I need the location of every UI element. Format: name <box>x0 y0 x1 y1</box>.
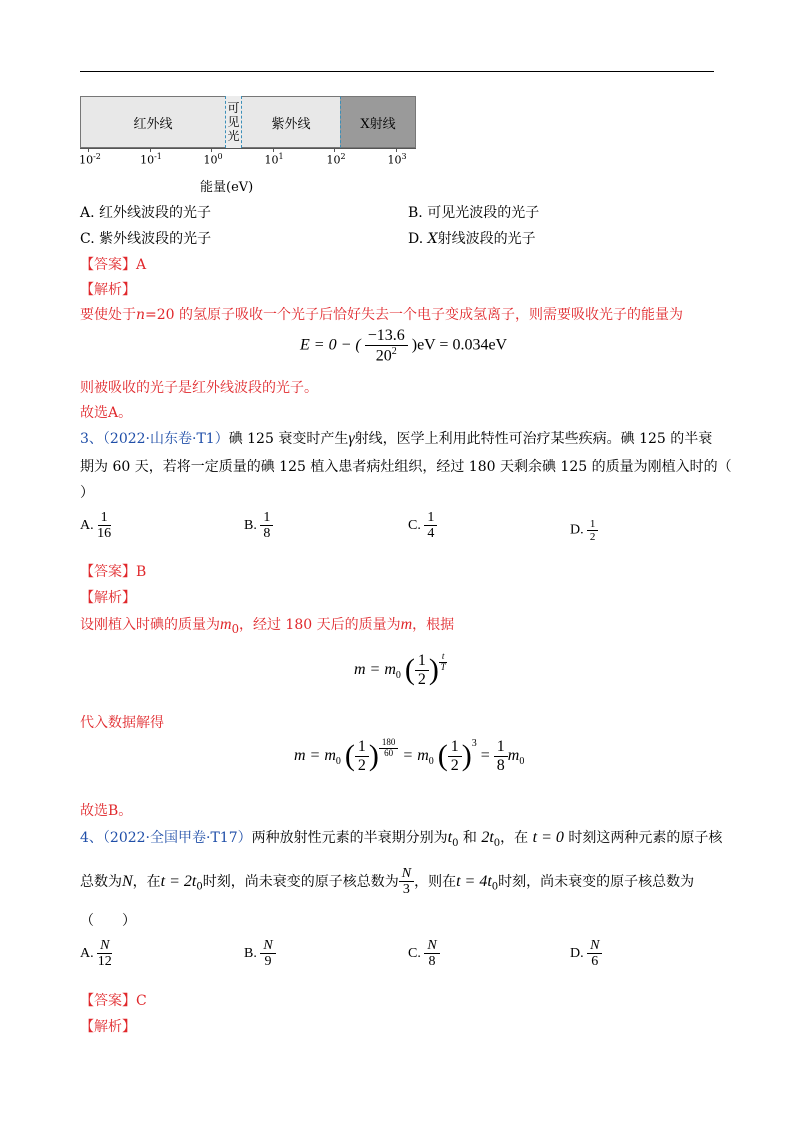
q3-option-b: B. $\frac{1}{8}$ <box>244 510 273 542</box>
band-visible <box>225 96 242 148</box>
q2-analysis-heading: 【解析】 <box>80 282 136 298</box>
axis-tick-label: $10^0$ <box>203 152 223 167</box>
q2-conclusion: 则被吸收的光子是红外线波段的光子。 <box>80 380 318 396</box>
axis-tick-label: $10^{-2}$ <box>79 152 101 167</box>
band-infrared <box>80 96 225 148</box>
q2-solution-text: 要使处于n=20 的氢原子吸收一个光子后恰好失去一个电子变成氢离子，则需要吸收光子的能量为 <box>80 307 684 323</box>
q2-answer: 【答案】A <box>80 257 147 273</box>
q3-line-1: 3、（2022·山东卷·T1）碘 125 衰变时产生γ射线，医学上利用此特性可治疗某些疾病。碘 125 的半衰 <box>80 430 713 447</box>
q2-option-b: B. 可见光波段的光子 <box>408 205 540 221</box>
axis-tick-label: $10^{-1}$ <box>140 152 162 167</box>
band-visible-label-3: 光 <box>227 129 240 143</box>
axis-tick-label: $10^3$ <box>387 152 407 167</box>
axis-tick-label: $10^1$ <box>264 152 284 167</box>
q4-option-a: A. $\frac{N}{12}$ <box>80 938 112 970</box>
band-visible-label-2: 见 <box>227 115 240 129</box>
q3-formula-1: $m = m_0$ ( $\frac{1}{2}$ ) $\frac{t}{T}$ <box>354 651 446 688</box>
spectrum-axis <box>80 148 416 149</box>
band-visible-label-1: 可 <box>227 101 240 115</box>
q3-solution-text-2: 代入数据解得 <box>80 715 164 731</box>
q3-analysis-heading: 【解析】 <box>80 590 136 606</box>
q3-option-c: C. $\frac{1}{4}$ <box>408 510 437 542</box>
q4-answer: 【答案】C <box>80 993 147 1009</box>
spectrum-diagram <box>80 96 416 148</box>
q4-line-3: （ ） <box>80 913 136 929</box>
header-rule <box>80 71 714 72</box>
q3-choose: 故选B。 <box>80 803 133 819</box>
band-ultraviolet-label: 紫外线 <box>271 116 311 132</box>
q4-option-c: C. $\frac{N}{8}$ <box>408 938 440 970</box>
band-infrared-label: 红外线 <box>133 116 173 132</box>
q4-option-d: D. $\frac{N}{6}$ <box>570 938 602 970</box>
q4-option-b: B. $\frac{N}{9}$ <box>244 938 276 970</box>
q3-answer: 【答案】B <box>80 564 147 580</box>
axis-tick-label: $10^2$ <box>326 152 346 167</box>
q3-option-d: D. $\frac{1}{2}$ <box>570 518 598 543</box>
band-xray-label: X射线 <box>360 116 396 132</box>
q4-analysis-heading: 【解析】 <box>80 1019 136 1035</box>
band-xray <box>340 96 416 148</box>
axis-title: 能量(eV) <box>200 180 254 195</box>
q2-choose: 故选A。 <box>80 405 133 421</box>
q3-line-3: ） <box>80 485 94 501</box>
band-ultraviolet <box>242 96 340 148</box>
q4-line-1: 4、（2022·全国甲卷·T17）两种放射性元素的半衰期分别为$t_0$ 和 $2t_0$，在 t = 0 时刻这两种元素的原子核 <box>80 829 723 849</box>
q3-formula-2: $m = m_0$ ( $\frac{1}{2}$ ) $\frac{180}{60}$ = $m_0$ ( $\frac{1}{2}$ )$^3$ = $\frac{1}{8}$ $m_0$ <box>294 737 525 774</box>
q4-line-2: 总数为N，在$t = 2t_0$时刻，尚未衰变的原子核总数为 $\frac{N}{3}$ ，则在$t = 4t_0$时刻，尚未衰变的原子核总数为 <box>80 866 695 898</box>
q3-option-a: A. $\frac{1}{16}$ <box>80 510 112 542</box>
q2-option-a: A. 红外线波段的光子 <box>80 205 212 221</box>
q3-line-2: 期为 60 天，若将一定质量的碘 125 植入患者病灶组织，经过 180 天剩余碘 125 的质量为刚植入时的（ <box>80 459 732 475</box>
q2-option-c: C. 紫外线波段的光子 <box>80 231 212 247</box>
q3-solution-text: 设刚植入时碘的质量为$m_0$，经过 180 天后的质量为m，根据 <box>80 616 455 636</box>
q2-formula: E = 0 − ( $\frac{-13.6}{20^2}$ )eV = 0.034eV <box>300 327 508 364</box>
q2-option-d: D. X射线波段的光子 <box>408 231 536 247</box>
